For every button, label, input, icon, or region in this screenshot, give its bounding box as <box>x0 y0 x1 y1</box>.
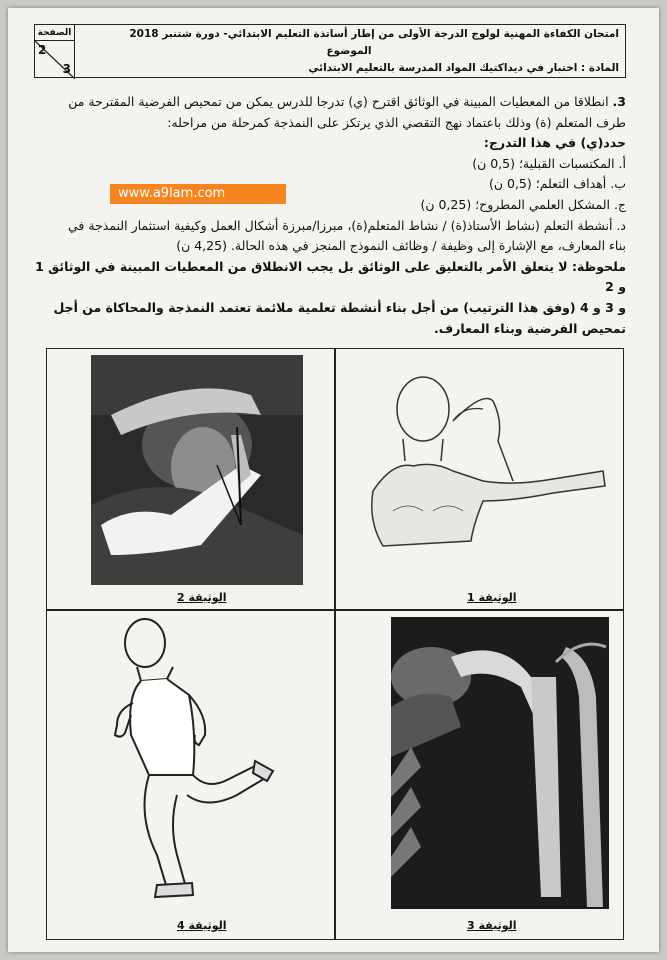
subject-label: الموضوع <box>326 45 372 57</box>
question-intro-2: طرف المتعلم (ة) وذلك باعتماد نهج التقصي الذي يرتكز على النمذجة كمرحلة من مراحله: <box>167 114 626 130</box>
document-1-image <box>353 361 613 581</box>
item-c: ج. المشكل العلمي المطروح؛ (0,25 ن) <box>420 196 626 212</box>
question-instruction: حدد(ي) في هذا التدرج: <box>483 135 626 151</box>
exam-page <box>8 8 659 952</box>
note-3: تمحيص الفرضية وبناء المعارف. <box>433 320 626 336</box>
document-1-caption: الوثيقة 1 <box>467 591 517 604</box>
site-watermark: www.a9lam.com <box>110 184 286 204</box>
note-1: ملحوظة: لا يتعلق الأمر بالتعليق على الوثائق بل يجب الانطلاق من المعطيات المبينة في الوثائق 1 و 2 <box>35 258 626 295</box>
page-total: 3 <box>62 62 71 76</box>
question-intro-1: انطلاقا من المعطيات المبينة في الوثائق اقترح (ي) تدرجا للدرس يمكن من تمحيص الفرضية المقترحة من <box>68 94 609 109</box>
page-current: 2 <box>38 43 47 57</box>
document-2-caption: الوثيقة 2 <box>177 591 227 604</box>
document-3-caption: الوثيقة 3 <box>467 919 517 932</box>
header-text <box>75 25 625 77</box>
documents-grid <box>46 348 624 940</box>
subject-name: المادة : اختبار في ديداكتيك المواد المدرسة بالتعليم الابتدائي <box>308 62 619 74</box>
question-number: 3. <box>612 94 626 109</box>
document-4-caption: الوثيقة 4 <box>177 919 227 932</box>
exam-header <box>34 24 626 78</box>
document-2-image <box>91 355 303 585</box>
page-number-box <box>35 25 75 77</box>
document-3-image <box>391 617 609 909</box>
note-2: و 3 و 4 (وفق هذا الترتيب) من أجل بناء أنشطة تعلمية ملائمة تعتمد النمذجة والمحاكاة من أجل <box>53 299 626 315</box>
item-d-2: بناء المعارف، مع الإشارة إلى وظيفة / وظائف النموذج المنجز في هذه الحالة. (4,25 ن) <box>176 238 626 254</box>
page-label: الصفحة <box>35 25 74 41</box>
item-d-1: د. أنشطة التعلم (نشاط الأستاذ(ة) / نشاط المتعلم(ة)، مبرزا/مبرزة أشكال العمل وكيفية استثمار النمذجة في <box>67 217 626 233</box>
document-4-image <box>97 615 297 915</box>
item-a: أ. المكتسبات القبلية؛ (0,5 ن) <box>472 155 626 171</box>
question-block <box>32 92 626 339</box>
exam-title: امتحان الكفاءة المهنية لولوج الدرجة الأولى من إطار أساتذة التعليم الابتدائي- دورة شتنبر 2018 <box>129 28 619 40</box>
item-b: ب. أهداف التعلم؛ (0,5 ن) <box>488 176 626 192</box>
